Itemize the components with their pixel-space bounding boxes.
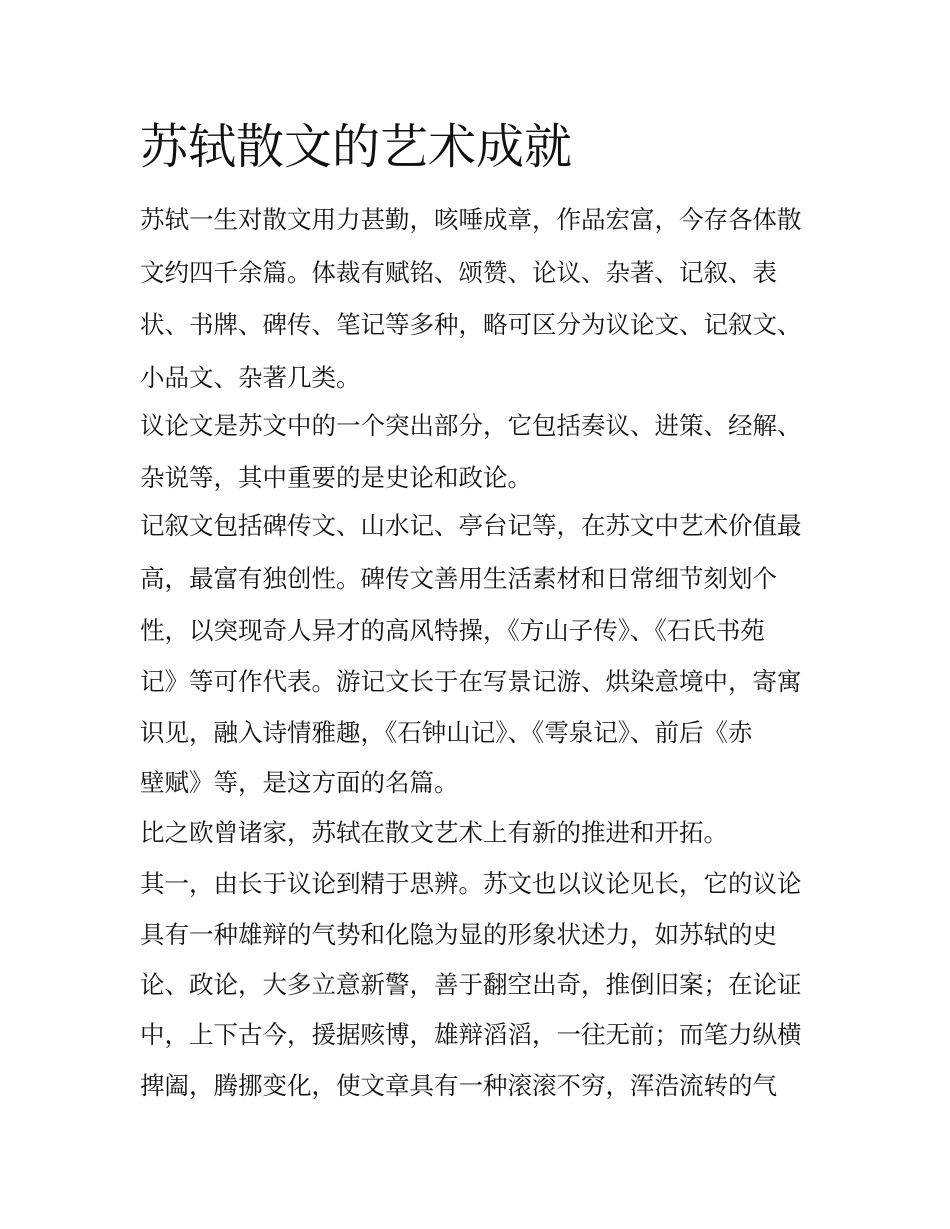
text-line: 议论文是苏文中的一个突出部分，它包括奏议、进策、经解、 <box>140 411 802 440</box>
text-line: 杂说等，其中重要的是史论和政论。 <box>140 463 532 492</box>
text-line: 其一，由长于议论到精于思辨。苏文也以议论见长，它的议论 <box>140 869 802 898</box>
text-line: 中，上下古今，援据赅博，雄辩滔滔，一往无前；而笔力纵横 <box>140 1020 802 1049</box>
text-line: 记》等可作代表。游记文长于在写景记游、烘染意境中，寄寓 <box>140 667 802 696</box>
text-line: 识见，融入诗情雅趣，《石钟山记》、《雩泉记》、前后《赤 <box>140 718 753 747</box>
text-line: 状、书牌、碑传、笔记等多种，略可区分为议论文、记叙文、 <box>140 310 802 339</box>
text-line: 比之欧曾诸家，苏轼在散文艺术上有新的推进和开拓。 <box>140 818 728 847</box>
text-line: 小品文、杂著几类。 <box>140 363 361 392</box>
text-line: 高，最富有独创性。碑传文善用生活素材和日常细节刻划个 <box>140 564 777 593</box>
text-line: 具有一种雄辩的气势和化隐为显的形象状述力，如苏轼的史 <box>140 920 777 949</box>
text-line: 性，以突现奇人异才的高风特操，《方山子传》、《石氏书苑 <box>140 616 765 645</box>
text-line: 论、政论，大多立意新警，善于翻空出奇，推倒旧案；在论证 <box>140 970 802 999</box>
text-line: 捭阖，腾挪变化，使文章具有一种滚滚不穷，浑浩流转的气 <box>140 1071 777 1100</box>
page-title: 苏轼散文的艺术成就 <box>140 119 573 175</box>
text-line: 壁赋》等，是这方面的名篇。 <box>140 768 459 797</box>
text-line: 苏轼一生对散文用力甚勤，咳唾成章，作品宏富，今存各体散 <box>140 205 802 234</box>
text-line: 文约四千余篇。体裁有赋铭、颂赞、论议、杂著、记叙、表 <box>140 258 777 287</box>
text-line: 记叙文包括碑传文、山水记、亭台记等，在苏文中艺术价值最 <box>140 511 802 540</box>
